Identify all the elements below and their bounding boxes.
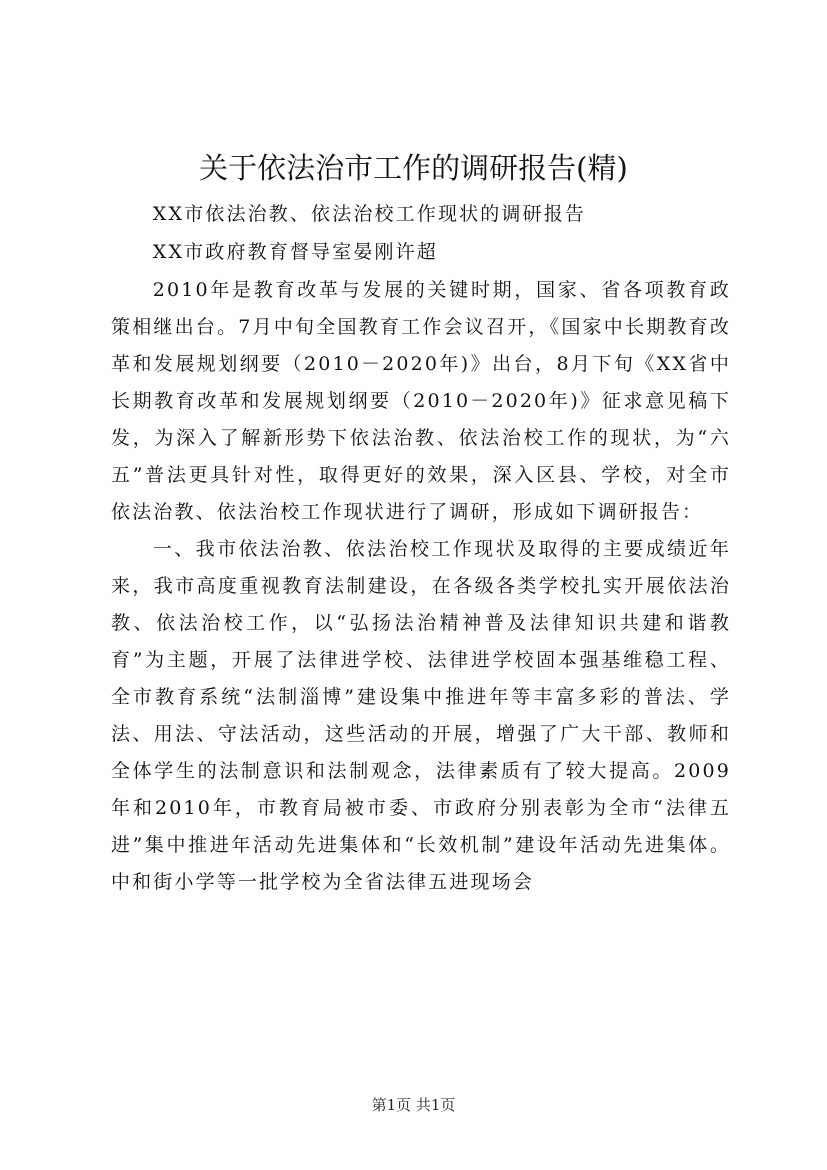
document-title: 关于依法治市工作的调研报告(精) <box>199 151 628 185</box>
author-line: XX市政府教育督导室晏刚许超 <box>152 241 438 263</box>
report-subtitle: XX市依法治教、依法治校工作现状的调研报告 <box>152 203 587 225</box>
paragraph-section-one: 一、我市依法治教、依法治校工作现状及取得的主要成绩近年来，我市高度重视教育法制建设，在各级各类学校扎实开展依法治教、依法治校工作，以“弘扬法治精神普及法律知识共建和谐教育”为主题，开展了法律进学校、法律进学校固本强基维稳工程、全市教育系统“法制淄博”建设集中推进年等丰富多彩的普法、学法、用法、守法活动，这些活动的开展，增强了广大干部、教师和全体学生的法制意识和法制观念，法律素质有了较大提高。2009年和2010年，市教育局被市委、市政府分别表彰为全市“法律五进”集中推进年活动先进集体和“长效机制”建设年活动先进集体。中和街小学等一批学校为全省法律五进现场会 <box>111 538 731 893</box>
document-body <box>111 196 731 901</box>
page-footer: 第1页 共1页 <box>371 1096 456 1114</box>
paragraph-intro: 2010年是教育改革与发展的关键时期，国家、省各项教育政策相继出台。7月中旬全国教育工作会议召开，《国家中长期教育改革和发展规划纲要（2010－2020年)》出台，8月下旬《XX省中长期教育改革和发展规划纲要（2010－2020年)》征求意见稿下发，为深入了解新形势下依法治教、依法治校工作的现状，为“六五”普法更具针对性，取得更好的效果，深入区县、学校，对全市依法治教、依法治校工作现状进行了调研，形成如下调研报告： <box>111 279 731 523</box>
